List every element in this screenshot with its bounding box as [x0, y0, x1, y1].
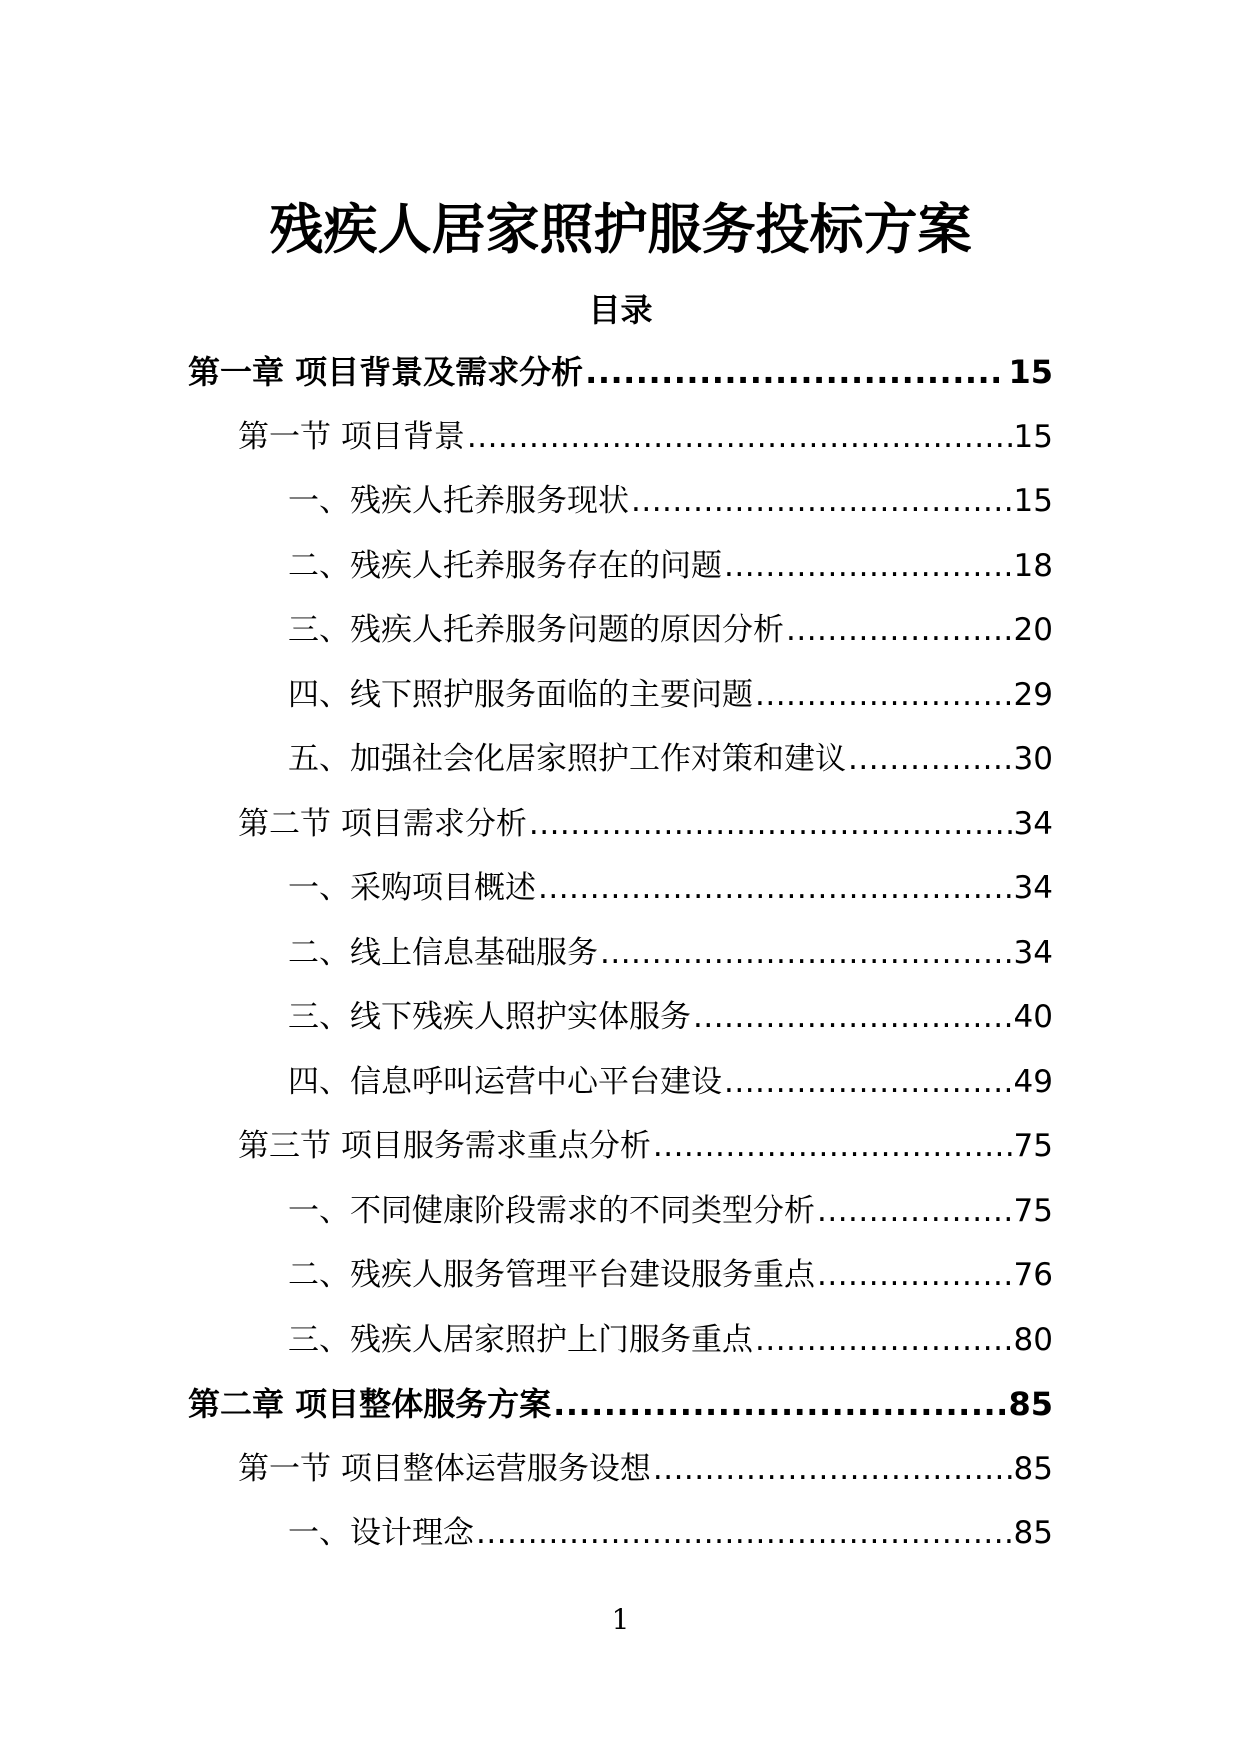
toc-entry-label: 三、残疾人托养服务问题的原因分析 [288, 612, 784, 648]
toc-entry-page: 18 [1013, 547, 1053, 584]
toc-entry-label: 第一节 项目整体运营服务设想 [238, 1450, 651, 1487]
toc-dot-leader [755, 673, 1012, 717]
toc-entry-page: 34 [1013, 870, 1053, 906]
toc-entry-page: 85 [1008, 1385, 1053, 1423]
toc-entry-label: 一、设计理念 [288, 1515, 474, 1551]
toc-dot-leader [600, 931, 1012, 975]
toc-entry-page: 40 [1013, 999, 1053, 1035]
toc-dot-leader [467, 415, 1012, 459]
toc-entry-label: 三、残疾人居家照护上门服务重点 [288, 1321, 753, 1358]
toc-entry[interactable] [288, 931, 1053, 975]
toc-entry-page: 85 [1013, 1515, 1053, 1551]
toc-entry-page: 75 [1013, 1192, 1053, 1229]
toc-dot-leader [553, 1382, 1006, 1426]
toc-entry-page: 85 [1013, 1450, 1053, 1487]
toc-entry-label: 第一章 项目背景及需求分析 [188, 353, 584, 391]
toc-entry-label: 一、采购项目概述 [288, 870, 536, 906]
toc-entry-label: 第二章 项目整体服务方案 [188, 1385, 552, 1423]
toc-entry[interactable] [188, 1382, 1053, 1426]
toc-entry-page: 76 [1013, 1257, 1053, 1293]
toc-entry-page: 80 [1013, 1321, 1053, 1358]
toc-entry[interactable] [288, 608, 1053, 652]
toc-entry[interactable] [238, 1124, 1053, 1168]
toc-entry[interactable] [288, 479, 1053, 523]
toc-entry[interactable] [288, 866, 1053, 910]
toc-dot-leader [538, 866, 1012, 910]
toc-entry-page: 15 [1008, 353, 1053, 391]
toc-entry-label: 一、残疾人托养服务现状 [288, 483, 629, 519]
toc-entry-label: 二、残疾人托养服务存在的问题 [288, 547, 722, 584]
toc-dot-leader [724, 544, 1012, 588]
toc-heading: 目录 [588, 291, 653, 329]
toc-dot-leader [724, 1060, 1012, 1104]
toc-entry-page: 49 [1013, 1063, 1053, 1100]
toc-entry[interactable] [238, 415, 1053, 459]
toc-entry-label: 第三节 项目服务需求重点分析 [238, 1128, 651, 1164]
toc-entry-label: 四、信息呼叫运营中心平台建设 [288, 1063, 722, 1100]
toc-entry-label: 第一节 项目背景 [238, 418, 465, 455]
page-number: 1 [611, 1603, 630, 1636]
document-title: 残疾人居家照护服务投标方案 [269, 198, 972, 261]
toc-entry[interactable] [238, 1447, 1053, 1491]
toc-entry-label: 一、不同健康阶段需求的不同类型分析 [288, 1192, 815, 1229]
toc-dot-leader [476, 1511, 1012, 1555]
toc-dot-leader [817, 1253, 1012, 1297]
toc-dot-leader [585, 350, 1006, 394]
toc-entry[interactable] [288, 1060, 1053, 1104]
toc-dot-leader [653, 1124, 1012, 1168]
toc-entry-page: 75 [1013, 1128, 1053, 1164]
toc-entry-page: 34 [1013, 805, 1053, 842]
toc-entry-label: 第二节 项目需求分析 [238, 805, 527, 842]
toc-entry[interactable] [238, 802, 1053, 846]
toc-dot-leader [529, 802, 1012, 846]
toc-entry[interactable] [288, 673, 1053, 717]
toc-dot-leader [653, 1447, 1012, 1491]
toc-entry-page: 30 [1013, 741, 1053, 777]
toc-entry-page: 20 [1013, 612, 1053, 648]
toc-dot-leader [817, 1189, 1012, 1233]
toc-dot-leader [693, 995, 1012, 1039]
toc-entry[interactable] [288, 1511, 1053, 1555]
toc-entry-label: 三、线下残疾人照护实体服务 [288, 999, 691, 1035]
toc-entry-page: 15 [1013, 418, 1053, 455]
toc-entry-page: 34 [1013, 934, 1053, 971]
toc-entry[interactable] [288, 995, 1053, 1039]
toc-dot-leader [786, 608, 1012, 652]
toc-dot-leader [755, 1318, 1012, 1362]
toc-entry[interactable] [288, 737, 1053, 781]
toc-entry[interactable] [288, 544, 1053, 588]
toc-entry[interactable] [288, 1318, 1053, 1362]
toc-entry[interactable] [288, 1253, 1053, 1297]
toc-entry-label: 二、残疾人服务管理平台建设服务重点 [288, 1257, 815, 1293]
toc-entry-label: 二、线上信息基础服务 [288, 934, 598, 971]
toc-entry-label: 五、加强社会化居家照护工作对策和建议 [288, 741, 846, 777]
toc-dot-leader [631, 479, 1012, 523]
toc-entry-page: 29 [1013, 676, 1053, 713]
toc-dot-leader [848, 737, 1012, 781]
toc-entry-page: 15 [1013, 483, 1053, 519]
toc-entry[interactable] [288, 1189, 1053, 1233]
toc-entry-label: 四、线下照护服务面临的主要问题 [288, 676, 753, 713]
toc-entry[interactable] [188, 350, 1053, 394]
